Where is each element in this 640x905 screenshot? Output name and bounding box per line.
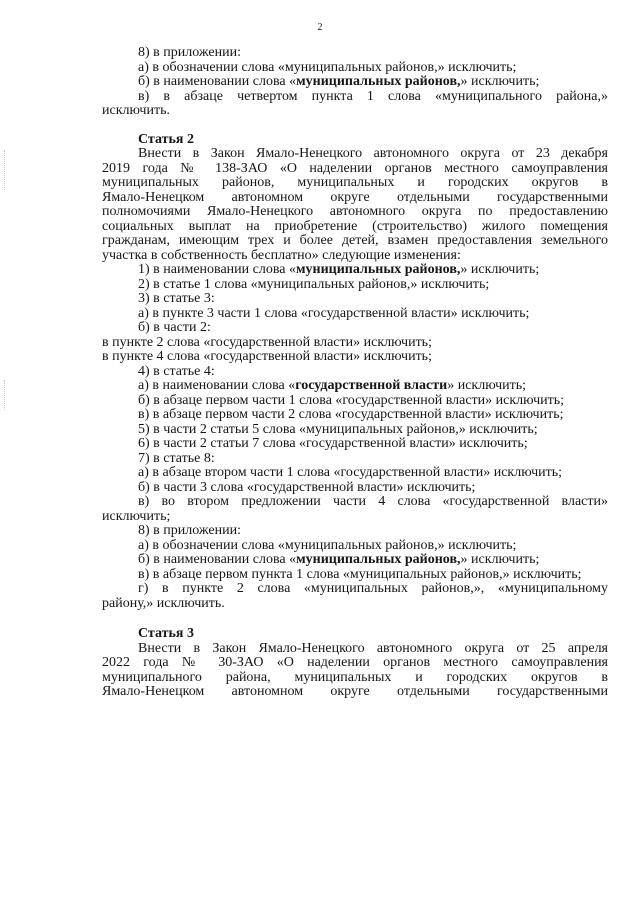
line-text: б) в наименовании слова « (138, 552, 297, 567)
article-2-items (102, 263, 608, 611)
bold-quoted-term: муниципальных районов, (296, 74, 461, 89)
intro-line: муниципальных районов, муниципальных и городских округов в (102, 175, 608, 190)
document-line: б) в абзаце первом части 1 слова «государственной власти» исключить; (138, 392, 564, 408)
document-line: б) в части 3 слова «государственной власти» исключить; (138, 479, 476, 495)
scan-margin-marks (4, 150, 8, 190)
article-3-title: Статья 3 (138, 626, 194, 641)
amendments-block-continued (102, 46, 608, 119)
intro-line: гражданам, имеющим трех и более детей, взамен предоставления земельного (102, 233, 608, 248)
document-line: 4) в статье 4: (138, 363, 215, 379)
document-line: 2) в статье 1 слова «муниципальных районов,» исключить; (138, 276, 490, 292)
document-line: а) в обозначении слова «муниципальных районов,» исключить; (138, 59, 517, 75)
document-line: в пункте 2 слова «государственной власти» исключить; (102, 334, 432, 350)
line-text: б) в наименовании слова « (138, 74, 297, 89)
line-text: а) в наименовании слова « (138, 378, 296, 393)
scan-margin-marks (4, 380, 8, 410)
line-text: » исключить; (460, 262, 540, 277)
intro-line: социальных выплат на приобретение (строительство) жилого помещения (102, 218, 608, 234)
document-line (102, 75, 608, 90)
document-line: а) в абзаце втором части 1 слова «государственной власти» исключить; (138, 465, 563, 480)
line-text: 1) в наименовании слова « (138, 262, 296, 277)
line-text: » исключить; (460, 552, 540, 567)
intro-line: Ямало-Ненецком автономном округе отдельными государственными (102, 684, 608, 699)
document-line: а) в обозначении слова «муниципальных районов,» исключить; (138, 537, 517, 553)
article-2-title: Статья 2 (138, 131, 194, 147)
intro-line: Внести в Закон Ямало-Ненецкого автономного округа от 25 апреля (138, 640, 608, 656)
document-line: 8) в приложении: (138, 523, 241, 538)
intro-line: 2019 года № 138-ЗАО «О наделении органов местного самоуправления (102, 160, 608, 176)
intro-line: 2022 года № 30-ЗАО «О наделении органов местного самоуправления (102, 655, 608, 670)
bold-quoted-term: государственной власти (295, 378, 448, 393)
document-line: в) в абзаце первом части 2 слова «государственной власти» исключить; (138, 407, 564, 422)
line-text: » исключить; (447, 378, 527, 393)
document-line: в) во втором предложении части 4 слова «государственной власти» (138, 494, 608, 509)
intro-line: полномочиями Ямало-Ненецкого автономного округа по предоставлению (102, 204, 608, 219)
document-line: в пункте 4 слова «государственной власти» исключить; (102, 349, 432, 364)
article-2-intro (102, 147, 608, 263)
document-line (102, 553, 608, 568)
document-line: 8) в приложении: (138, 45, 241, 60)
document-body (102, 46, 608, 700)
intro-line: Ямало-Ненецком автономном округе отдельными государственными (102, 189, 608, 205)
bold-quoted-term: муниципальных районов, (296, 262, 461, 277)
intro-line: участка в собственность бесплатно» следующие изменения: (102, 247, 461, 263)
document-line (102, 379, 608, 394)
article-3-intro (102, 642, 608, 700)
page-number: 2 (317, 22, 323, 33)
document-line: району,» исключить. (102, 595, 225, 611)
document-line: исключить. (102, 103, 170, 118)
intro-line: муниципального района, муниципальных и городских округов в (102, 669, 608, 685)
document-line (102, 263, 608, 278)
document-line: 5) в части 2 статьи 5 слова «муниципальных районов,» исключить; (138, 421, 538, 437)
intro-line: Внести в Закон Ямало-Ненецкого автономного округа от 23 декабря (138, 146, 608, 161)
document-line: 7) в статье 8: (138, 450, 215, 466)
document-line: исключить; (102, 508, 171, 524)
document-line: а) в пункте 3 части 1 слова «государственной власти» исключить; (138, 305, 530, 321)
document-line: б) в части 2: (138, 320, 211, 335)
line-text: » исключить; (460, 74, 540, 89)
document-line: в) в абзаце первом пункта 1 слова «муниципальных районов,» исключить; (138, 566, 582, 582)
document-line: г) в пункте 2 слова «муниципальных районов,», «муниципальному (138, 581, 608, 596)
document-line: в) в абзаце четвертом пункта 1 слова «муниципального района,» (138, 88, 608, 104)
document-line: 3) в статье 3: (138, 291, 215, 306)
document-line: 6) в части 2 статьи 7 слова «государственной власти» исключить; (138, 436, 528, 451)
bold-quoted-term: муниципальных районов, (296, 552, 461, 567)
